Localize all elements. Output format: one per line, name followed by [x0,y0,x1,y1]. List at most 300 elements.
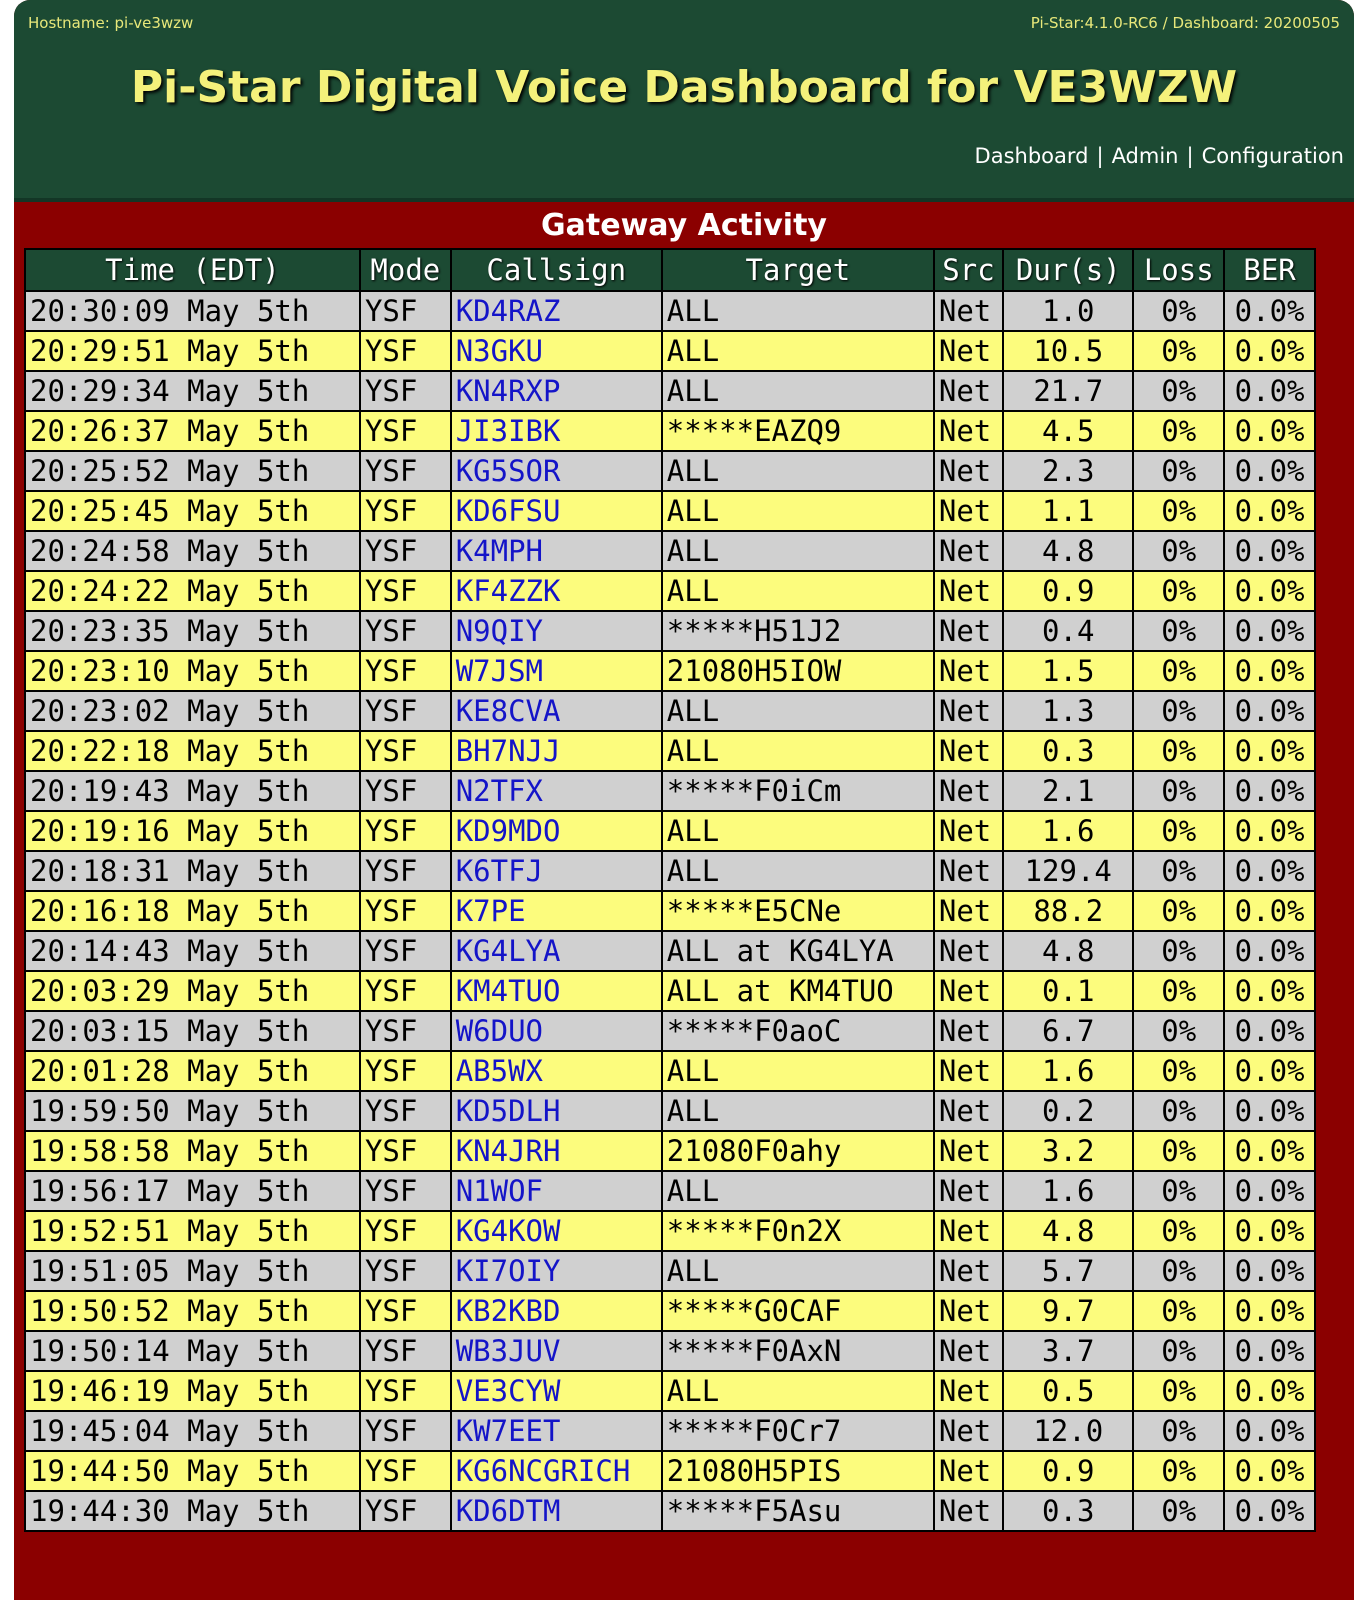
loss-cell: 0% [1133,331,1224,371]
time-cell: 20:03:29 May 5th [25,971,360,1011]
table-row [25,571,1315,611]
time-cell: 19:52:51 May 5th [25,1211,360,1251]
table-row [25,371,1315,411]
mode-cell: YSF [360,1291,451,1331]
target-cell: ALL [662,851,934,891]
loss-cell: 0% [1133,731,1224,771]
src-cell: Net [934,491,1003,531]
callsign-link[interactable]: K4MPH [451,531,662,571]
callsign-link[interactable]: JI3IBK [451,411,662,451]
src-cell: Net [934,331,1003,371]
column-header-ber: BER [1224,249,1315,291]
src-cell: Net [934,851,1003,891]
callsign-link[interactable]: KD9MDO [451,811,662,851]
duration-cell: 1.6 [1003,1051,1133,1091]
target-cell: ALL [662,691,934,731]
table-row [25,1451,1315,1491]
column-header-mode: Mode [360,249,451,291]
table-row [25,1371,1315,1411]
target-cell: *****F0AxN [662,1331,934,1371]
loss-cell: 0% [1133,571,1224,611]
callsign-link[interactable]: KB2KBD [451,1291,662,1331]
callsign-link[interactable]: K6TFJ [451,851,662,891]
time-cell: 20:29:51 May 5th [25,331,360,371]
table-row [25,1131,1315,1171]
callsign-link[interactable]: KG5SOR [451,451,662,491]
nav-admin-link[interactable]: Admin [1111,144,1179,168]
mode-cell: YSF [360,1211,451,1251]
ber-cell: 0.0% [1224,851,1315,891]
nav-separator: | [1186,144,1194,168]
nav-configuration-link[interactable]: Configuration [1201,144,1344,168]
duration-cell: 2.3 [1003,451,1133,491]
time-cell: 20:03:15 May 5th [25,1011,360,1051]
time-cell: 19:44:30 May 5th [25,1491,360,1531]
page-title: Pi-Star Digital Voice Dashboard for VE3WZW [130,62,1238,113]
mode-cell: YSF [360,651,451,691]
target-cell: *****G0CAF [662,1291,934,1331]
src-cell: Net [934,1251,1003,1291]
src-cell: Net [934,1371,1003,1411]
section-title: Gateway Activity [541,208,827,243]
ber-cell: 0.0% [1224,411,1315,451]
ber-cell: 0.0% [1224,1411,1315,1451]
time-cell: 19:59:50 May 5th [25,1091,360,1131]
duration-cell: 129.4 [1003,851,1133,891]
table-row [25,1331,1315,1371]
table-row [25,811,1315,851]
callsign-link[interactable]: KN4JRH [451,1131,662,1171]
duration-cell: 3.2 [1003,1131,1133,1171]
src-cell: Net [934,1051,1003,1091]
column-header-target: Target [662,249,934,291]
target-cell: ALL [662,291,934,331]
table-header-row [25,249,1315,291]
duration-cell: 1.1 [1003,491,1133,531]
table-row [25,891,1315,931]
target-cell: *****H51J2 [662,611,934,651]
mode-cell: YSF [360,1251,451,1291]
loss-cell: 0% [1133,1091,1224,1131]
mode-cell: YSF [360,1411,451,1451]
callsign-link[interactable]: W6DUO [451,1011,662,1051]
duration-cell: 2.1 [1003,771,1133,811]
mode-cell: YSF [360,851,451,891]
time-cell: 20:24:22 May 5th [25,571,360,611]
target-cell: ALL [662,451,934,491]
target-cell: ALL [662,1371,934,1411]
loss-cell: 0% [1133,611,1224,651]
loss-cell: 0% [1133,1251,1224,1291]
target-cell: 21080H5PIS [662,1451,934,1491]
src-cell: Net [934,571,1003,611]
duration-cell: 5.7 [1003,1251,1133,1291]
mode-cell: YSF [360,611,451,651]
time-cell: 20:18:31 May 5th [25,851,360,891]
src-cell: Net [934,731,1003,771]
loss-cell: 0% [1133,371,1224,411]
table-row [25,451,1315,491]
loss-cell: 0% [1133,1171,1224,1211]
table-row [25,1491,1315,1531]
duration-cell: 0.3 [1003,731,1133,771]
src-cell: Net [934,691,1003,731]
target-cell: *****E5CNe [662,891,934,931]
callsign-link[interactable]: KD6DTM [451,1491,662,1531]
src-cell: Net [934,931,1003,971]
ber-cell: 0.0% [1224,1291,1315,1331]
table-row [25,971,1315,1011]
mode-cell: YSF [360,931,451,971]
duration-cell: 0.9 [1003,1451,1133,1491]
nav-dashboard-link[interactable]: Dashboard [974,144,1089,168]
target-cell: *****F0aoC [662,1011,934,1051]
callsign-link[interactable]: BH7NJJ [451,731,662,771]
nav-menu [975,144,1344,168]
loss-cell: 0% [1133,651,1224,691]
mode-cell: YSF [360,691,451,731]
loss-cell: 0% [1133,1451,1224,1491]
duration-cell: 1.6 [1003,1171,1133,1211]
time-cell: 20:19:16 May 5th [25,811,360,851]
time-cell: 20:25:52 May 5th [25,451,360,491]
time-cell: 20:26:37 May 5th [25,411,360,451]
ber-cell: 0.0% [1224,651,1315,691]
duration-cell: 0.2 [1003,1091,1133,1131]
mode-cell: YSF [360,1131,451,1171]
mode-cell: YSF [360,1491,451,1531]
table-row [25,1171,1315,1211]
src-cell: Net [934,1091,1003,1131]
duration-cell: 0.5 [1003,1371,1133,1411]
duration-cell: 0.3 [1003,1491,1133,1531]
table-row [25,1051,1315,1091]
version-label: Pi-Star:4.1.0-RC6 / Dashboard: 20200505 [1030,14,1340,32]
target-cell: *****EAZQ9 [662,411,934,451]
table-row [25,1251,1315,1291]
src-cell: Net [934,1011,1003,1051]
loss-cell: 0% [1133,1491,1224,1531]
duration-cell: 1.3 [1003,691,1133,731]
target-cell: ALL [662,1251,934,1291]
ber-cell: 0.0% [1224,971,1315,1011]
callsign-link[interactable]: N1WOF [451,1171,662,1211]
target-cell: 21080H5IOW [662,651,934,691]
loss-cell: 0% [1133,291,1224,331]
duration-cell: 4.5 [1003,411,1133,451]
callsign-link[interactable]: N2TFX [451,771,662,811]
table-row [25,1011,1315,1051]
ber-cell: 0.0% [1224,1011,1315,1051]
loss-cell: 0% [1133,891,1224,931]
table-row [25,531,1315,571]
mode-cell: YSF [360,811,451,851]
loss-cell: 0% [1133,691,1224,731]
target-cell: ALL [662,1171,934,1211]
src-cell: Net [934,531,1003,571]
table-row [25,291,1315,331]
ber-cell: 0.0% [1224,491,1315,531]
target-cell: ALL [662,331,934,371]
callsign-link[interactable]: KW7EET [451,1411,662,1451]
ber-cell: 0.0% [1224,891,1315,931]
table-row [25,851,1315,891]
mode-cell: YSF [360,291,451,331]
callsign-link[interactable]: AB5WX [451,1051,662,1091]
callsign-link[interactable]: KG6NCGRICH [451,1451,662,1491]
mode-cell: YSF [360,451,451,491]
time-cell: 20:19:43 May 5th [25,771,360,811]
callsign-link[interactable]: KD6FSU [451,491,662,531]
duration-cell: 1.5 [1003,651,1133,691]
mode-cell: YSF [360,531,451,571]
src-cell: Net [934,291,1003,331]
target-cell: ALL at KG4LYA [662,931,934,971]
column-header-duration: Dur(s) [1003,249,1133,291]
nav-separator: | [1096,144,1104,168]
mode-cell: YSF [360,1011,451,1051]
mode-cell: YSF [360,1451,451,1491]
target-cell: ALL [662,1051,934,1091]
mode-cell: YSF [360,331,451,371]
loss-cell: 0% [1133,811,1224,851]
ber-cell: 0.0% [1224,571,1315,611]
callsign-link[interactable]: WB3JUV [451,1331,662,1371]
ber-cell: 0.0% [1224,331,1315,371]
src-cell: Net [934,451,1003,491]
callsign-link[interactable]: KD5DLH [451,1091,662,1131]
callsign-link[interactable]: N9QIY [451,611,662,651]
duration-cell: 88.2 [1003,891,1133,931]
src-cell: Net [934,1211,1003,1251]
target-cell: ALL [662,731,934,771]
src-cell: Net [934,651,1003,691]
table-row [25,491,1315,531]
loss-cell: 0% [1133,411,1224,451]
target-cell: *****F0iCm [662,771,934,811]
ber-cell: 0.0% [1224,731,1315,771]
table-row [25,1211,1315,1251]
src-cell: Net [934,1171,1003,1211]
src-cell: Net [934,771,1003,811]
table-row [25,611,1315,651]
hostname-label: Hostname: pi-ve3wzw [28,14,194,32]
src-cell: Net [934,1411,1003,1451]
duration-cell: 4.8 [1003,931,1133,971]
mode-cell: YSF [360,411,451,451]
loss-cell: 0% [1133,1051,1224,1091]
time-cell: 19:45:04 May 5th [25,1411,360,1451]
ber-cell: 0.0% [1224,1211,1315,1251]
mode-cell: YSF [360,731,451,771]
callsign-link[interactable]: W7JSM [451,651,662,691]
callsign-link[interactable]: KG4KOW [451,1211,662,1251]
ber-cell: 0.0% [1224,811,1315,851]
mode-cell: YSF [360,571,451,611]
callsign-link[interactable]: N3GKU [451,331,662,371]
src-cell: Net [934,1291,1003,1331]
loss-cell: 0% [1133,1131,1224,1171]
table-row [25,411,1315,451]
ber-cell: 0.0% [1224,1331,1315,1371]
time-cell: 20:23:02 May 5th [25,691,360,731]
ber-cell: 0.0% [1224,1091,1315,1131]
loss-cell: 0% [1133,851,1224,891]
header [14,0,1354,202]
ber-cell: 0.0% [1224,291,1315,331]
src-cell: Net [934,891,1003,931]
target-cell: ALL [662,1091,934,1131]
callsign-link[interactable]: VE3CYW [451,1371,662,1411]
loss-cell: 0% [1133,1411,1224,1451]
src-cell: Net [934,1331,1003,1371]
ber-cell: 0.0% [1224,531,1315,571]
ber-cell: 0.0% [1224,931,1315,971]
time-cell: 20:25:45 May 5th [25,491,360,531]
target-cell: *****F5Asu [662,1491,934,1531]
time-cell: 19:50:14 May 5th [25,1331,360,1371]
time-cell: 20:16:18 May 5th [25,891,360,931]
src-cell: Net [934,811,1003,851]
table-row [25,771,1315,811]
duration-cell: 21.7 [1003,371,1133,411]
duration-cell: 1.0 [1003,291,1133,331]
callsign-link[interactable]: KD4RAZ [451,291,662,331]
duration-cell: 4.8 [1003,531,1133,571]
callsign-link[interactable]: K7PE [451,891,662,931]
loss-cell: 0% [1133,1371,1224,1411]
time-cell: 20:01:28 May 5th [25,1051,360,1091]
time-cell: 19:46:19 May 5th [25,1371,360,1411]
callsign-link[interactable]: KN4RXP [451,371,662,411]
loss-cell: 0% [1133,451,1224,491]
loss-cell: 0% [1133,1291,1224,1331]
mode-cell: YSF [360,1051,451,1091]
table-row [25,1411,1315,1451]
column-header-loss: Loss [1133,249,1224,291]
ber-cell: 0.0% [1224,1051,1315,1091]
mode-cell: YSF [360,1171,451,1211]
time-cell: 19:44:50 May 5th [25,1451,360,1491]
src-cell: Net [934,1451,1003,1491]
ber-cell: 0.0% [1224,1251,1315,1291]
ber-cell: 0.0% [1224,451,1315,491]
mode-cell: YSF [360,771,451,811]
ber-cell: 0.0% [1224,691,1315,731]
duration-cell: 4.8 [1003,1211,1133,1251]
column-header-callsign: Callsign [451,249,662,291]
ber-cell: 0.0% [1224,1491,1315,1531]
duration-cell: 3.7 [1003,1331,1133,1371]
target-cell: *****F0n2X [662,1211,934,1251]
mode-cell: YSF [360,491,451,531]
target-cell: *****F0Cr7 [662,1411,934,1451]
mode-cell: YSF [360,1331,451,1371]
table-row [25,331,1315,371]
mode-cell: YSF [360,971,451,1011]
loss-cell: 0% [1133,1211,1224,1251]
mode-cell: YSF [360,371,451,411]
src-cell: Net [934,411,1003,451]
target-cell: ALL [662,571,934,611]
column-header-time: Time (EDT) [25,249,360,291]
src-cell: Net [934,1491,1003,1531]
loss-cell: 0% [1133,1331,1224,1371]
time-cell: 19:58:58 May 5th [25,1131,360,1171]
ber-cell: 0.0% [1224,1371,1315,1411]
time-cell: 19:51:05 May 5th [25,1251,360,1291]
callsign-link[interactable]: KF4ZZK [451,571,662,611]
duration-cell: 0.4 [1003,611,1133,651]
duration-cell: 1.6 [1003,811,1133,851]
table-row [25,1091,1315,1131]
target-cell: ALL [662,491,934,531]
duration-cell: 0.9 [1003,571,1133,611]
mode-cell: YSF [360,891,451,931]
column-header-src: Src [934,249,1003,291]
src-cell: Net [934,971,1003,1011]
time-cell: 20:23:10 May 5th [25,651,360,691]
target-cell: 21080F0ahy [662,1131,934,1171]
callsign-link[interactable]: KG4LYA [451,931,662,971]
table-row [25,731,1315,771]
time-cell: 20:30:09 May 5th [25,291,360,331]
ber-cell: 0.0% [1224,1131,1315,1171]
dashboard-page [14,0,1354,1600]
loss-cell: 0% [1133,931,1224,971]
time-cell: 20:29:34 May 5th [25,371,360,411]
callsign-link[interactable]: KE8CVA [451,691,662,731]
time-cell: 19:50:52 May 5th [25,1291,360,1331]
src-cell: Net [934,1131,1003,1171]
mode-cell: YSF [360,1091,451,1131]
target-cell: ALL at KM4TUO [662,971,934,1011]
loss-cell: 0% [1133,771,1224,811]
callsign-link[interactable]: KI7OIY [451,1251,662,1291]
time-cell: 20:22:18 May 5th [25,731,360,771]
target-cell: ALL [662,371,934,411]
duration-cell: 6.7 [1003,1011,1133,1051]
src-cell: Net [934,371,1003,411]
duration-cell: 0.1 [1003,971,1133,1011]
ber-cell: 0.0% [1224,771,1315,811]
duration-cell: 9.7 [1003,1291,1133,1331]
time-cell: 19:56:17 May 5th [25,1171,360,1211]
target-cell: ALL [662,811,934,851]
time-cell: 20:23:35 May 5th [25,611,360,651]
loss-cell: 0% [1133,531,1224,571]
duration-cell: 12.0 [1003,1411,1133,1451]
callsign-link[interactable]: KM4TUO [451,971,662,1011]
loss-cell: 0% [1133,1011,1224,1051]
loss-cell: 0% [1133,971,1224,1011]
table-row [25,651,1315,691]
target-cell: ALL [662,531,934,571]
gateway-activity-section [14,202,1354,1600]
ber-cell: 0.0% [1224,371,1315,411]
ber-cell: 0.0% [1224,1171,1315,1211]
time-cell: 20:24:58 May 5th [25,531,360,571]
loss-cell: 0% [1133,491,1224,531]
table-row [25,931,1315,971]
duration-cell: 10.5 [1003,331,1133,371]
ber-cell: 0.0% [1224,1451,1315,1491]
src-cell: Net [934,611,1003,651]
gateway-activity-table [24,248,1316,1532]
table-row [25,1291,1315,1331]
time-cell: 20:14:43 May 5th [25,931,360,971]
table-row [25,691,1315,731]
